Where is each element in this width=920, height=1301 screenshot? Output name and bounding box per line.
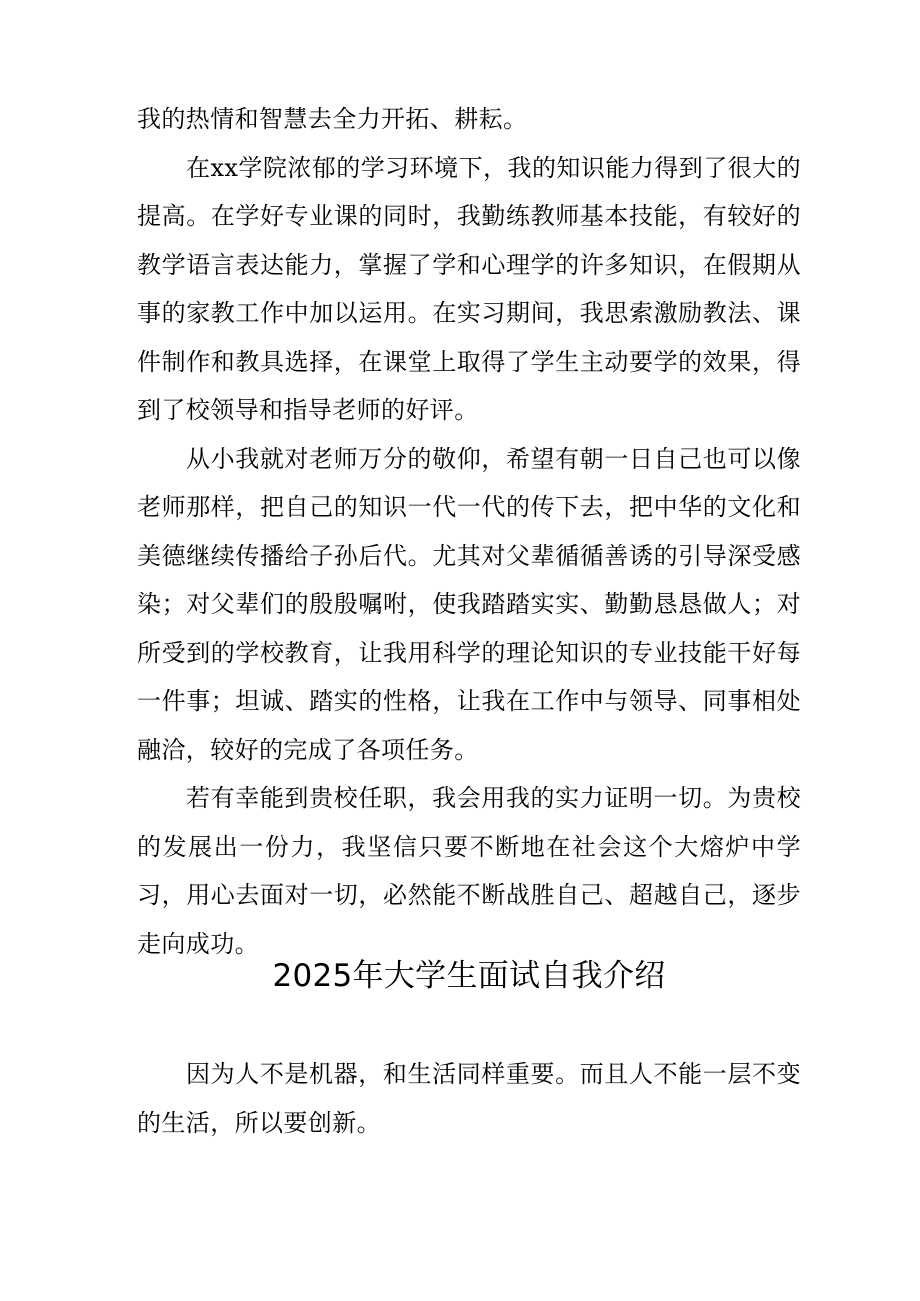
paragraph-motivation: 从小我就对老师万分的敬仰，希望有朝一日自己也可以像老师那样，把自己的知识一代一代的传下去，把中华的文化和美德继续传播给子孙后代。尤其对父辈循循善诱的引导深受感染；对父辈们的殷殷嘱咐，使我踏踏实实、勤勤恳恳做人；对所受到的学校教育，让我用科学的理论知识的专业技能干好每一件事；坦诚、踏实的性格，让我在工作中与领导、同事相处融洽，较好的完成了各项任务。 — [137, 444, 801, 764]
paragraph-conclusion: 若有幸能到贵校任职，我会用我的实力证明一切。为贵校的发展出一份力，我坚信只要不断地在社会这个大熔炉中学习，用心去面对一切，必然能不断战胜自己、超越自己，逐步走向成功。 — [137, 784, 801, 958]
second-section-text — [137, 1050, 801, 1147]
paragraph-study: 在xx学院浓郁的学习环境下，我的知识能力得到了很大的提高。在学好专业课的同时，我勤练教师基本技能，有较好的教学语言表达能力，掌握了学和心理学的许多知识，在假期从事的家教工作中加以运用。在实习期间，我思索激励教法、课件制作和教具选择，在课堂上取得了学生主动要学的效果，得到了校领导和指导老师的好评。 — [137, 153, 801, 424]
continuation-paragraph: 我的热情和智慧去全力开拓、耕耘。 — [137, 105, 528, 133]
paragraph-innovation: 因为人不是机器，和生活同样重要。而且人不能一层不变的生活，所以要创新。 — [137, 1060, 801, 1137]
body-text-section — [137, 95, 801, 968]
section-heading: 2025年大学生面试自我介绍 — [272, 958, 666, 994]
